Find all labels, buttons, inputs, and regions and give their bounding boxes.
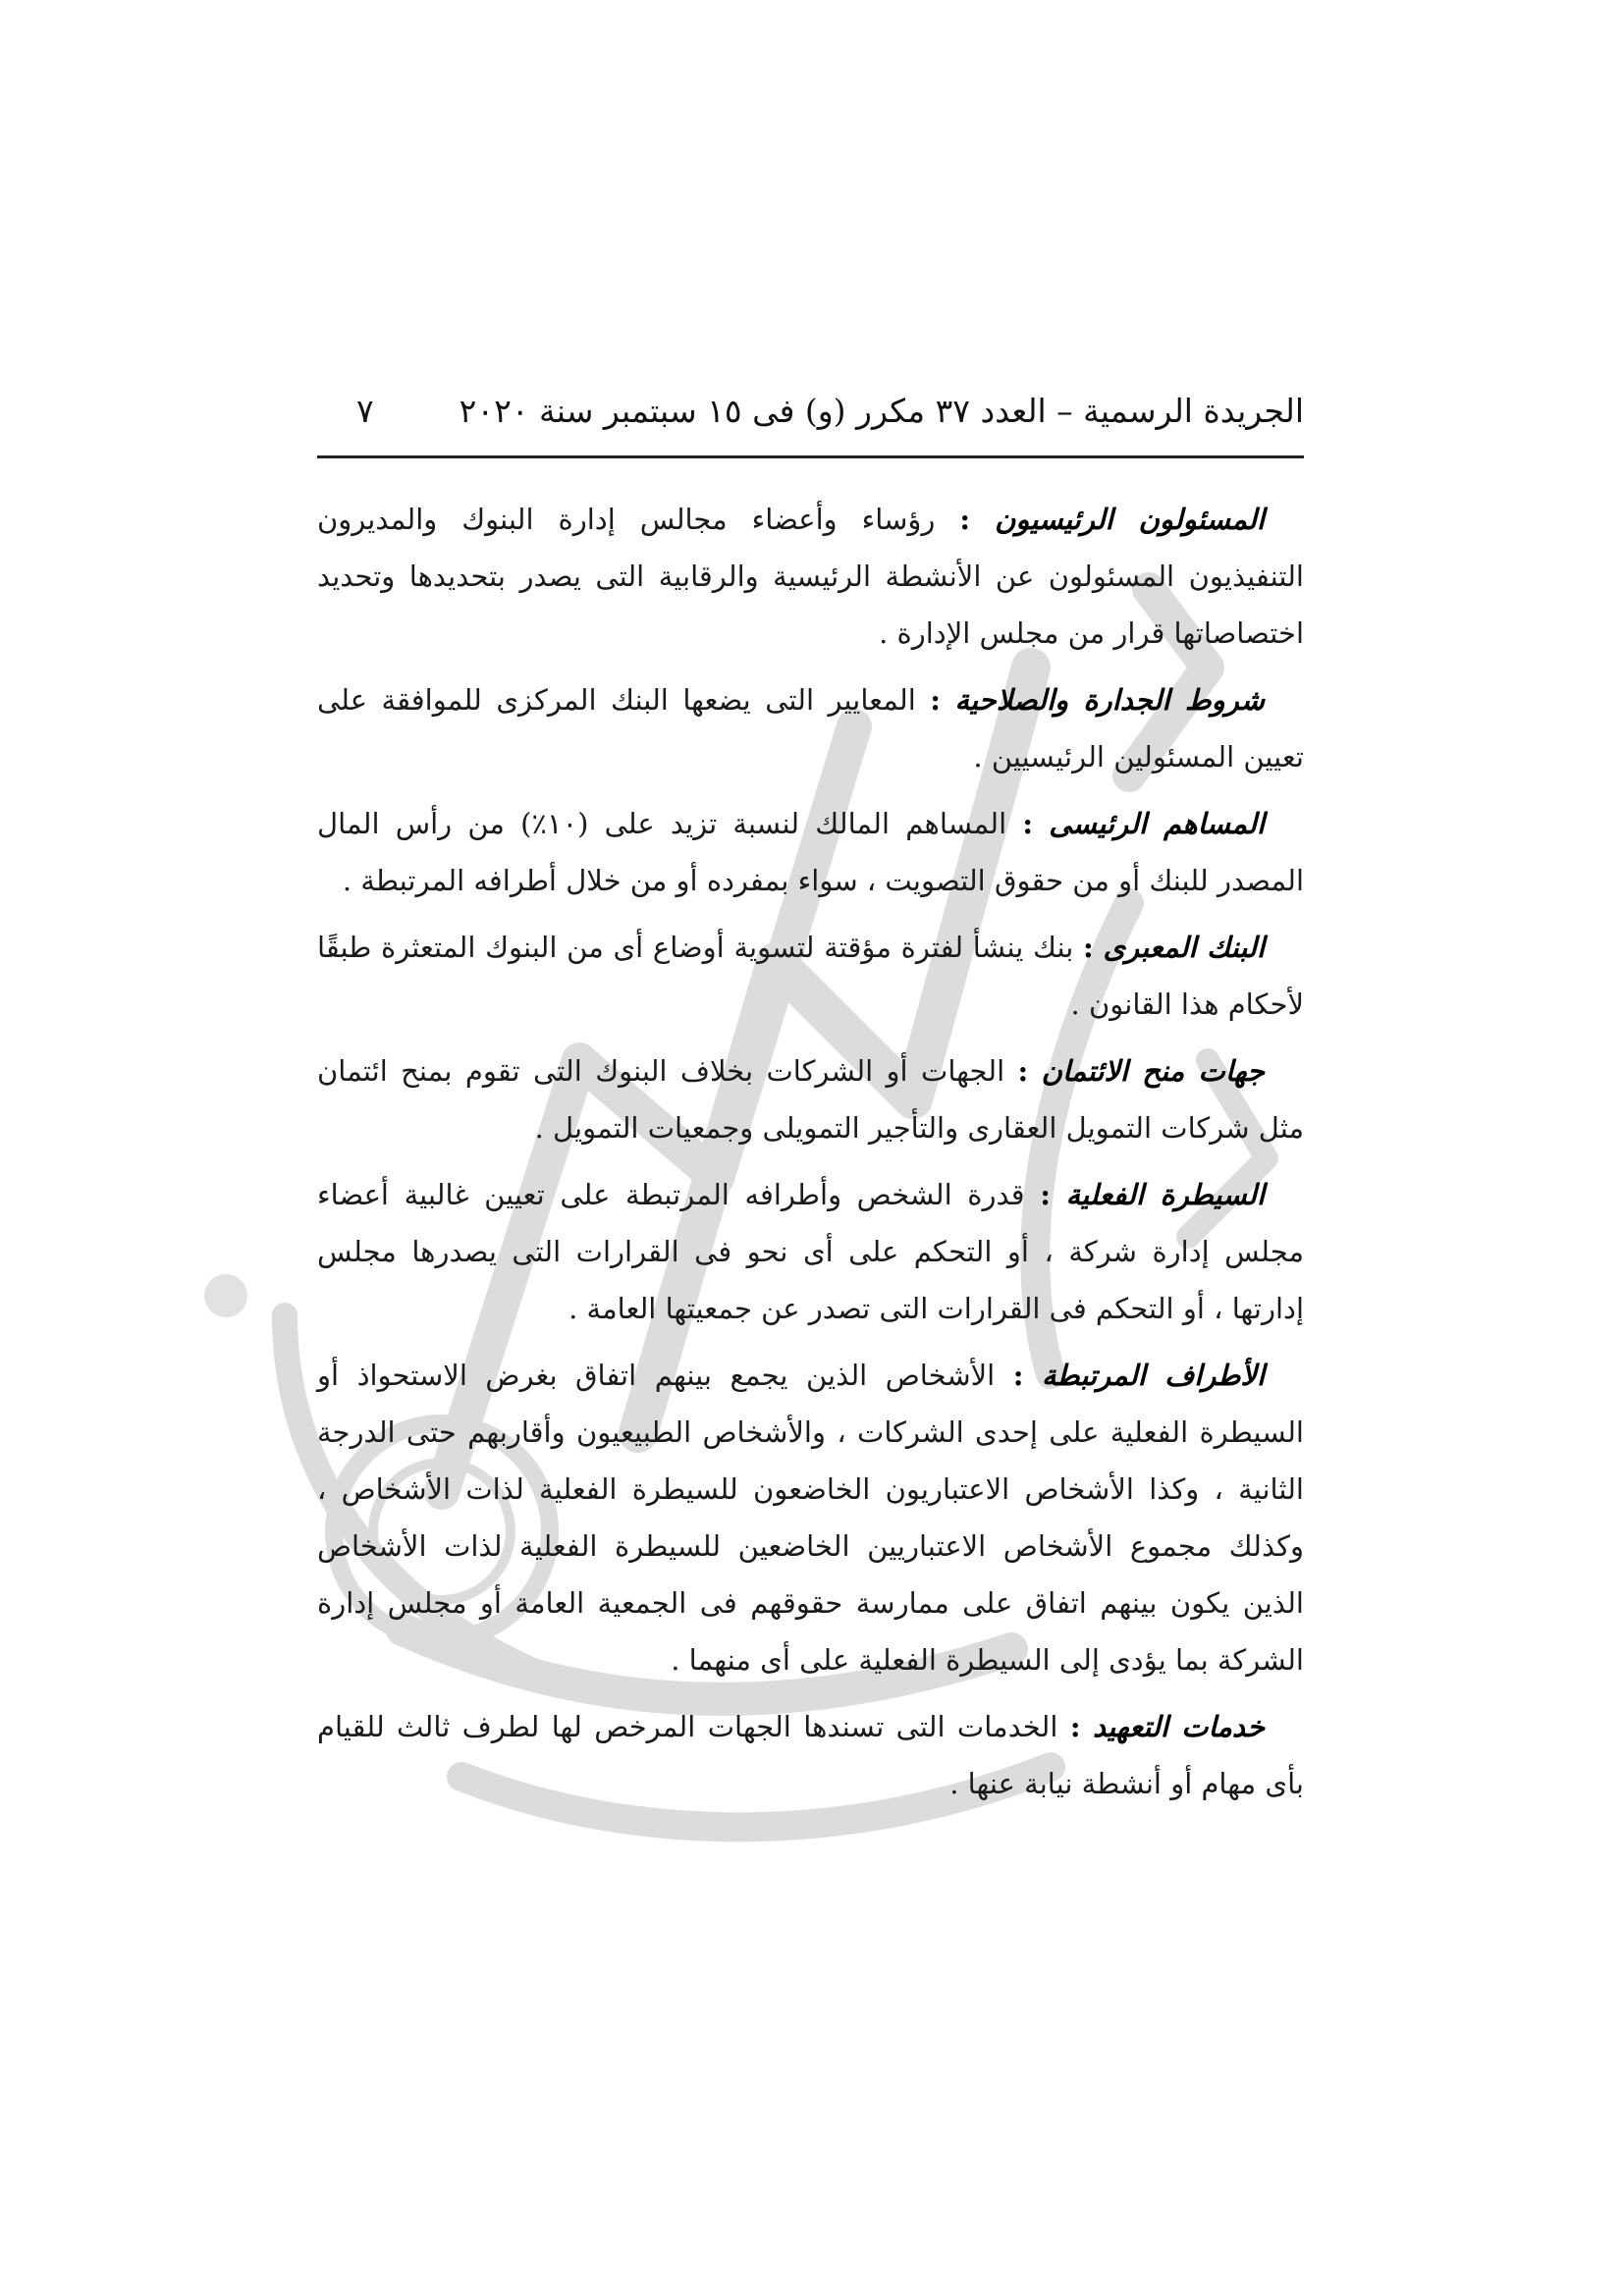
definition-entry (317, 919, 1304, 1033)
page-header (317, 388, 1304, 456)
definition-separator: : (1069, 1710, 1081, 1743)
page-number: ٧ (356, 392, 374, 430)
definition-separator: : (930, 683, 942, 717)
definition-entry (317, 1042, 1304, 1156)
definition-term: خدمات التعهيد (1092, 1710, 1266, 1743)
definition-separator: : (1022, 807, 1034, 840)
definition-separator: : (1012, 1359, 1024, 1392)
definition-entry (317, 1698, 1304, 1812)
header-divider (317, 455, 1304, 458)
definition-entry (317, 795, 1304, 909)
definition-text: الجهات أو الشركات بخلاف البنوك التى تقوم بمنح ائتمان مثل شركات التمويل العقارى والتأجير التمويلى وجمعيات التمويل . (317, 1054, 1304, 1145)
definition-separator: : (959, 503, 971, 536)
definition-separator: : (1040, 1178, 1051, 1211)
definition-term: البنك المعبرى (1103, 931, 1265, 964)
definition-text: بنك ينشأ لفترة مؤقتة لتسوية أوضاع أى من البنوك المتعثرة طبقًا لأحكام هذا القانون . (317, 931, 1304, 1021)
definitions-list (317, 491, 1304, 1822)
definition-term: المسئولون الرئيسيون (995, 503, 1265, 536)
definition-entry (317, 1347, 1304, 1688)
definition-term: جهات منح الائتمان (1041, 1054, 1265, 1088)
definition-term: السيطرة الفعلية (1065, 1178, 1266, 1211)
definition-text: رؤساء وأعضاء مجالس إدارة البنوك والمديرون التنفيذيون المسئولون عن الأنشطة الرئيسية والرقابية التى يصدر بتحديدها وتحديد اختصاصاتها قرار من مجلس الإدارة . (317, 503, 1304, 650)
definition-term: المساهم الرئيسى (1049, 807, 1266, 840)
definition-separator: : (1017, 1054, 1029, 1088)
definition-entry (317, 1166, 1304, 1337)
definition-term: الأطراف المرتبطة (1042, 1359, 1266, 1392)
definition-separator: : (1083, 931, 1094, 964)
definition-text: قدرة الشخص وأطرافه المرتبطة على تعيين غالبية أعضاء مجلس إدارة شركة ، أو التحكم على أى نحو فى القرارات التى يصدرها مجلس إدارتها ، أو التحكم فى القرارات التى تصدر عن جمعيتها العامة . (317, 1178, 1304, 1325)
gazette-header-title: الجريدة الرسمية – العدد ٣٧ مكرر (و) فى ١٥ سبتمبر سنة ٢٠٢٠ (459, 392, 1304, 430)
definition-text: المساهم المالك لنسبة تزيد على (١٠٪) من رأس المال المصدر للبنك أو من حقوق التصويت ، سواء بمفرده أو من خلال أطرافه المرتبطة . (317, 807, 1304, 897)
definition-entry (317, 491, 1304, 662)
definition-text: الأشخاص الذين يجمع بينهم اتفاق بغرض الاستحواذ أو السيطرة الفعلية على إحدى الشركات ، والأشخاص الطبيعيون وأقاربهم حتى الدرجة الثانية ، وكذا الأشخاص الاعتباريون الخاضعون للسيطرة الفعلية لذات الأشخاص ، وكذلك مجموع الأشخاص الاعتباريين الخاضعين للسيطرة الفعلية لذات الأشخاص الذين يكون بينهم اتفاق على ممارسة حقوقهم فى الجمعية العامة أو مجلس إدارة الشركة بما يؤدى إلى السيطرة الفعلية على أى منهما . (317, 1359, 1304, 1677)
definition-text: المعايير التى يضعها البنك المركزى للموافقة على تعيين المسئولين الرئيسيين . (317, 683, 1304, 774)
definition-term: شروط الجدارة والصلاحية (954, 683, 1266, 717)
definition-text: الخدمات التى تسندها الجهات المرخص لها لطرف ثالث للقيام بأى مهام أو أنشطة نيابة عنها . (317, 1710, 1304, 1800)
definition-entry (317, 671, 1304, 785)
